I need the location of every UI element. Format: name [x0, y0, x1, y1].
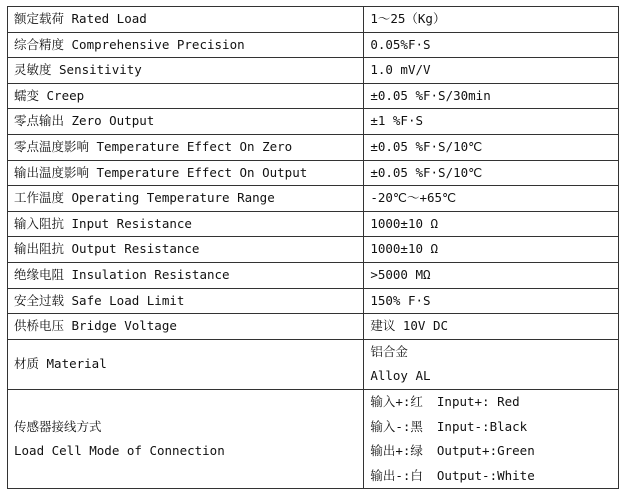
- table-row: [8, 186, 619, 212]
- spec-label: 综合精度 Comprehensive Precision: [8, 32, 364, 58]
- wire-cn: 输出+:绿: [370, 443, 423, 459]
- material-value: [364, 339, 619, 389]
- spec-label: 输出阻抗 Output Resistance: [8, 237, 364, 263]
- spec-value: >5000 MΩ: [364, 262, 619, 288]
- table-row: [8, 288, 619, 314]
- spec-label: 绝缘电阻 Insulation Resistance: [8, 262, 364, 288]
- table-row: [8, 109, 619, 135]
- spec-value: ±1 %F·S: [364, 109, 619, 135]
- spec-label: 输出温度影响 Temperature Effect On Output: [8, 160, 364, 186]
- spec-value: -20℃～+65℃: [364, 186, 619, 212]
- table-row: [8, 262, 619, 288]
- spec-label: 安全过载 Safe Load Limit: [8, 288, 364, 314]
- wire-en: Input-:Black: [436, 418, 528, 434]
- wire-item: [370, 390, 618, 415]
- table-row: [8, 58, 619, 84]
- spec-value: ±0.05 %F·S/10℃: [364, 134, 619, 160]
- spec-label: 供桥电压 Bridge Voltage: [8, 314, 364, 340]
- table-row: [8, 83, 619, 109]
- wire-en: Output+:Green: [436, 443, 535, 459]
- spec-label: 灵敏度 Sensitivity: [8, 58, 364, 84]
- connection-label: [8, 389, 364, 488]
- table-row: [8, 7, 619, 33]
- spec-value: 建议 10V DC: [364, 314, 619, 340]
- wire-cn: 输入+:红: [370, 393, 423, 409]
- material-value-cn: 铝合金: [370, 343, 408, 359]
- table-row: [8, 134, 619, 160]
- spec-label: 零点温度影响 Temperature Effect On Zero: [8, 134, 364, 160]
- wire-cn: 输入-:黑: [370, 418, 423, 434]
- material-value-en: Alloy AL: [370, 368, 431, 384]
- spec-value: 1000±10 Ω: [364, 237, 619, 263]
- spec-value: ±0.05 %F·S/30min: [364, 83, 619, 109]
- spec-label: 输入阻抗 Input Resistance: [8, 211, 364, 237]
- spec-label: 工作温度 Operating Temperature Range: [8, 186, 364, 212]
- spec-label: 零点输出 Zero Output: [8, 109, 364, 135]
- table-row: [8, 32, 619, 58]
- table-row-material: [8, 339, 619, 389]
- specification-table: [7, 6, 619, 489]
- wire-item: [370, 415, 618, 440]
- wire-en: Output-:White: [436, 467, 535, 483]
- material-label: 材质 Material: [8, 339, 364, 389]
- wire-item: [370, 464, 618, 489]
- wire-cn: 输出-:白: [370, 467, 423, 483]
- connection-wires: [364, 389, 619, 488]
- spec-value: 150% F·S: [364, 288, 619, 314]
- table-row-connection: [8, 389, 619, 488]
- spec-value: 1000±10 Ω: [364, 211, 619, 237]
- spec-value: ±0.05 %F·S/10℃: [364, 160, 619, 186]
- spec-value: 1.0 mV/V: [364, 58, 619, 84]
- wire-item: [370, 439, 618, 464]
- table-row: [8, 160, 619, 186]
- wire-en: Input+: Red: [436, 393, 520, 409]
- spec-value: 1～25（Kg）: [364, 7, 619, 33]
- spec-value: 0.05%F·S: [364, 32, 619, 58]
- connection-label-en: Load Cell Mode of Connection: [14, 443, 225, 459]
- spec-label: 额定载荷 Rated Load: [8, 7, 364, 33]
- connection-label-cn: 传感器接线方式: [14, 418, 102, 434]
- table-row: [8, 211, 619, 237]
- table-row: [8, 237, 619, 263]
- spec-label: 蠕变 Creep: [8, 83, 364, 109]
- table-row: [8, 314, 619, 340]
